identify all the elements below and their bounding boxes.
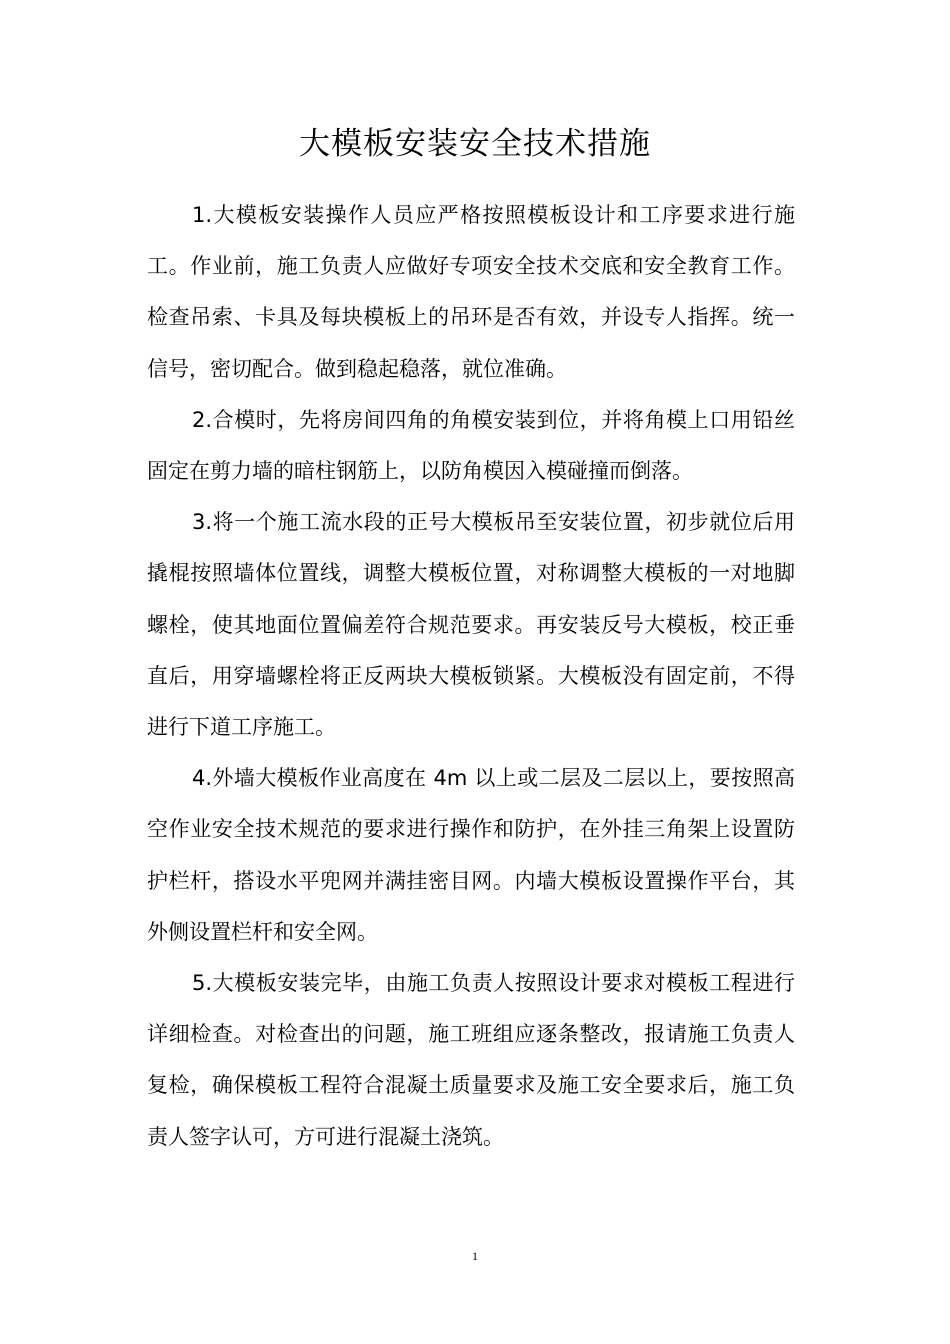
paragraph-3: 3.将一个施工流水段的正号大模板吊至安装位置，初步就位后用撬棍按照墙体位置线，调整大模板位置，对称调整大模板的一对地脚螺栓，使其地面位置偏差符合规范要求。再安装反号大模板，校正垂直后，用穿墙螺栓将正反两块大模板锁紧。大模板没有固定前，不得进行下道工序施工。 bbox=[147, 510, 795, 740]
paragraph-5: 5.大模板安装完毕，由施工负责人按照设计要求对模板工程进行详细检查。对检查出的问题，施工班组应逐条整改，报请施工负责人复检，确保模板工程符合混凝土质量要求及施工安全要求后，施工负责人签字认可，方可进行混凝土浇筑。 bbox=[147, 971, 795, 1149]
paragraph-1: 1.大模板安装操作人员应严格按照模板设计和工序要求进行施工。作业前，施工负责人应做好专项安全技术交底和安全教育工作。检查吊索、卡具及每块模板上的吊环是否有效，并设专人指挥。统一信号，密切配合。做到稳起稳落，就位准确。 bbox=[147, 203, 795, 381]
document-body bbox=[147, 190, 795, 1163]
page-number: 1 bbox=[472, 1249, 478, 1263]
paragraph-2: 2.合模时，先将房间四角的角模安装到位，并将角模上口用铅丝固定在剪力墙的暗柱钢筋上，以防角模因入模碰撞而倒落。 bbox=[147, 407, 795, 484]
paragraph-4: 4.外墙大模板作业高度在 4m 以上或二层及二层以上，要按照高空作业安全技术规范的要求进行操作和防护，在外挂三角架上设置防护栏杆，搭设水平兜网并满挂密目网。内墙大模板设置操作平台，其外侧设置栏杆和安全网。 bbox=[147, 766, 795, 944]
document-title: 大模板安装安全技术措施 bbox=[299, 126, 651, 162]
